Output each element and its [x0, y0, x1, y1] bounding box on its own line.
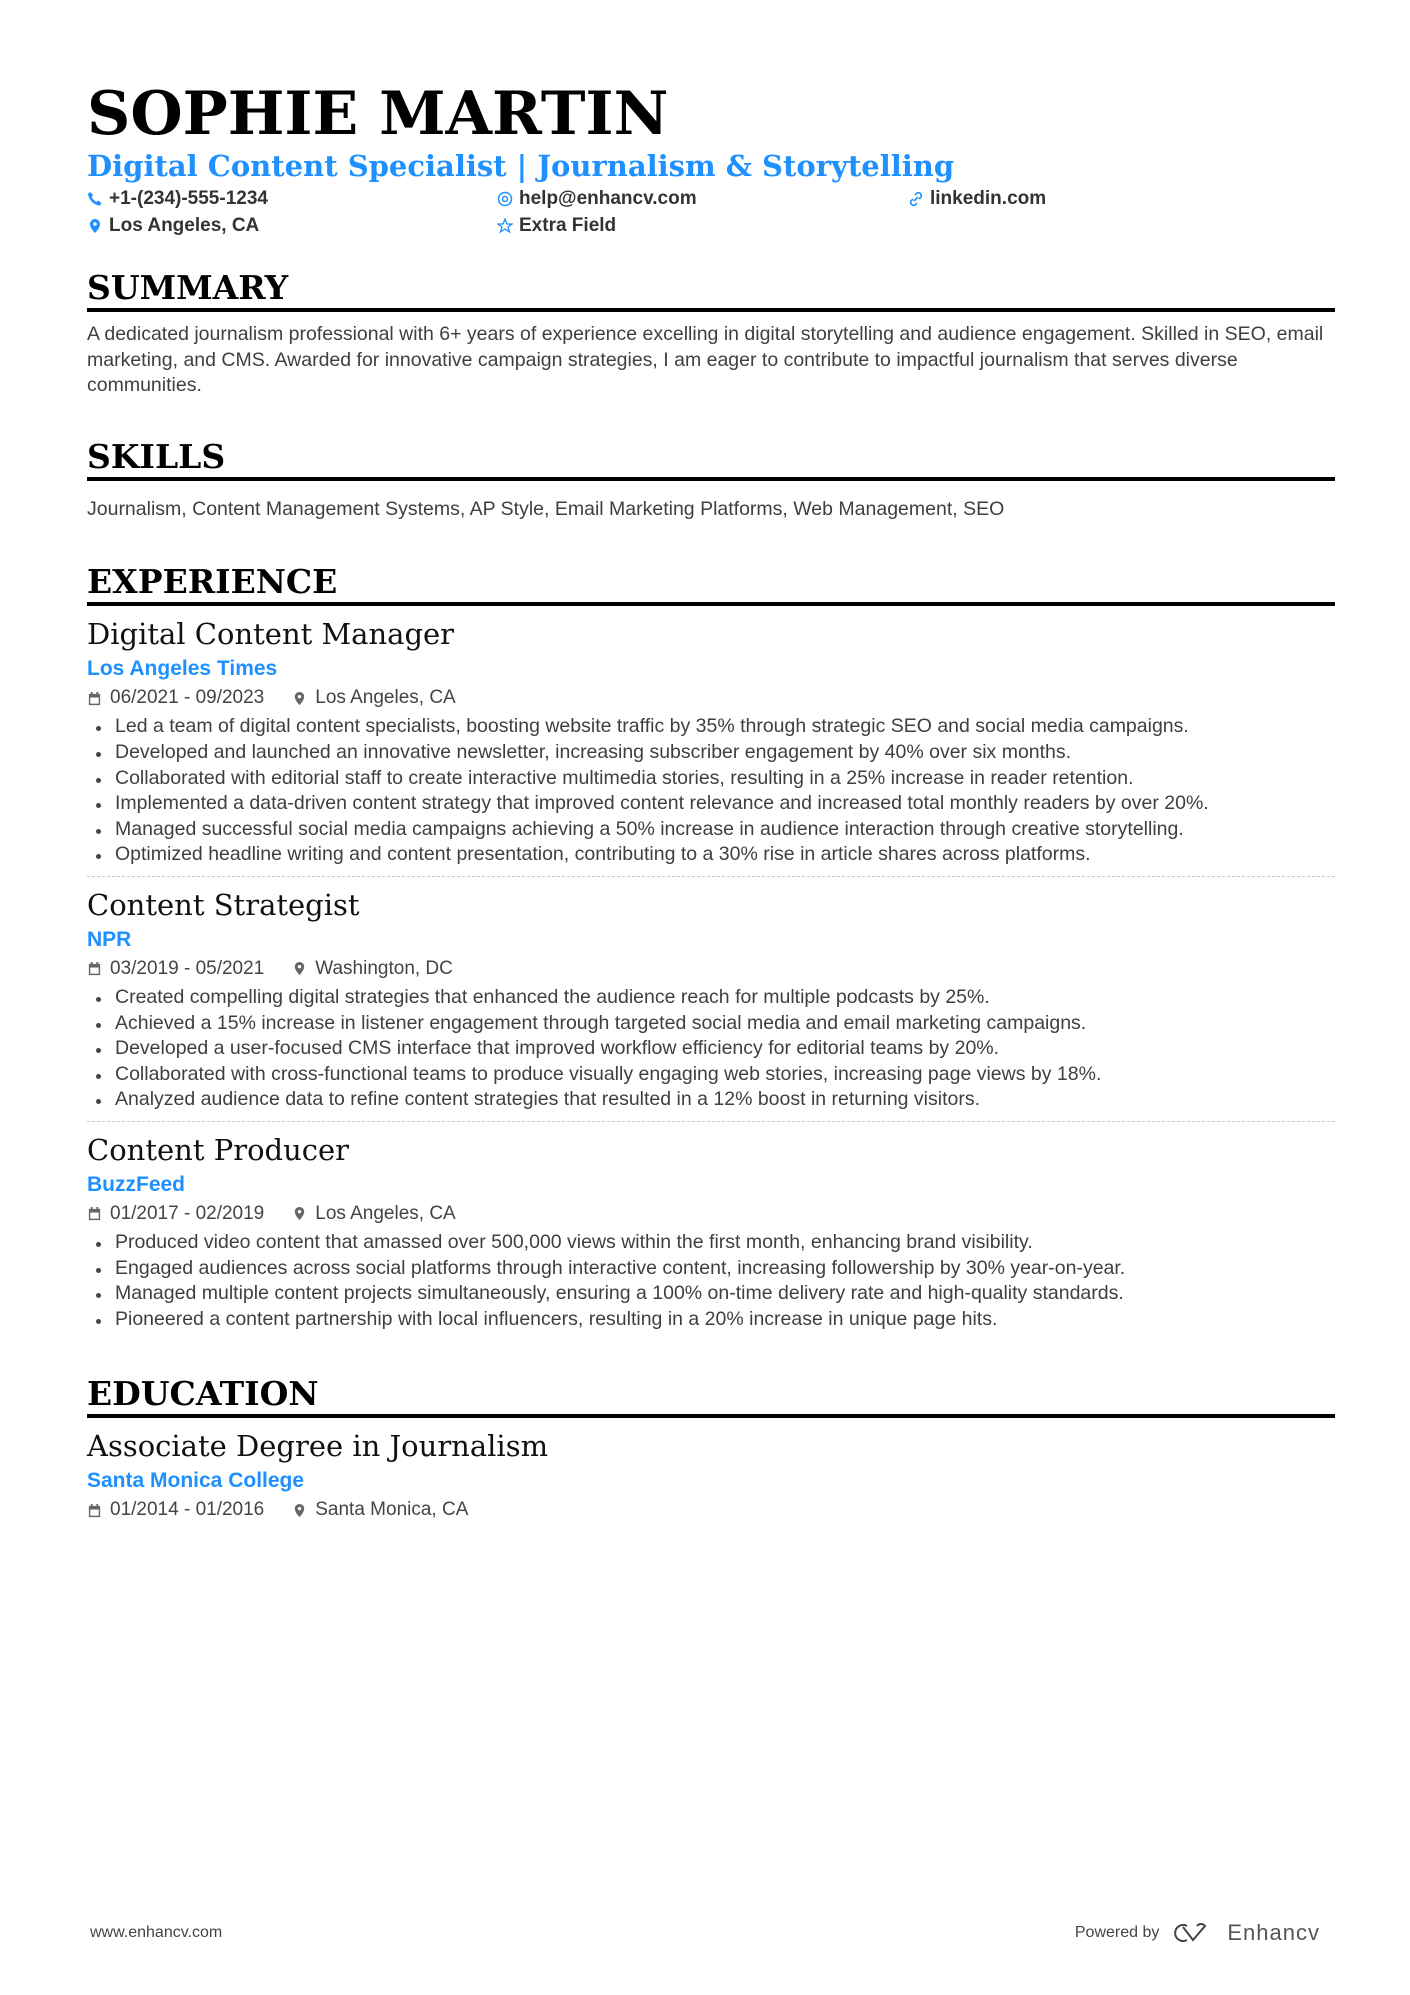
section-heading: EDUCATION: [87, 1374, 1335, 1418]
contact-info: [87, 186, 1335, 238]
bullet-item: Analyzed audience data to refine content strategies that resulted in a 12% boost in returning visitors.: [87, 1087, 1335, 1113]
bullet-item: Led a team of digital content specialists, boosting website traffic by 35% through strategic SEO and social media campaigns.: [87, 714, 1335, 740]
link-icon: [908, 191, 924, 207]
bullet-item: Managed multiple content projects simultaneously, ensuring a 100% on-time delivery rate and high-quality standards.: [87, 1281, 1335, 1307]
resume: [87, 78, 1335, 1532]
linkedin-link[interactable]: linkedin.com: [930, 188, 1047, 209]
location: Washington, DC: [315, 957, 453, 979]
bullet-item: Produced video content that amassed over 500,000 views within the first month, enhancing brand visibility.: [87, 1230, 1335, 1256]
brand-name: Enhancv: [1227, 1920, 1320, 1945]
location-icon: [292, 1503, 307, 1518]
email[interactable]: help@enhancv.com: [519, 188, 697, 209]
location: Los Angeles, CA: [315, 687, 456, 709]
location: Los Angeles, CA: [315, 1202, 456, 1224]
bullet-item: Developed a user-focused CMS interface that improved workflow efficiency for editorial teams by 20%.: [87, 1036, 1335, 1062]
phone[interactable]: +1-(234)-555-1234: [109, 188, 268, 209]
location: Santa Monica, CA: [315, 1499, 469, 1521]
location-icon: [292, 961, 307, 976]
footer: [90, 1920, 1320, 1946]
summary-section: [87, 268, 1335, 399]
company: BuzzFeed: [87, 1172, 186, 1196]
job-entry: [87, 876, 1335, 1121]
location: Los Angeles, CA: [109, 215, 260, 236]
summary-text: A dedicated journalism professional with 6+ years of experience excelling in digital storytelling and audience engagement. Skilled in SEO, email marketing, and CMS. Awarded for innovative campaign strategies, I am eager to contribute to impactful journalism that serves diverse communities.: [87, 323, 1324, 397]
bullet-item: Managed successful social media campaigns achieving a 50% increase in audience interaction through creative storytelling.: [87, 817, 1335, 843]
company: NPR: [87, 927, 132, 951]
company: Los Angeles Times: [87, 657, 278, 681]
star-icon: [497, 218, 513, 234]
dates: 01/2014 - 01/2016: [110, 1499, 265, 1521]
skills-section: [87, 437, 1335, 523]
bullet-item: Achieved a 15% increase in listener engagement through targeted social media and email marketing campaigns.: [87, 1011, 1335, 1037]
calendar-icon: [87, 691, 102, 706]
bullet-list: [87, 714, 1335, 868]
section-heading: SKILLS: [87, 437, 1335, 481]
bullet-list: [87, 985, 1335, 1113]
school: Santa Monica College: [87, 1469, 305, 1493]
bullet-item: Collaborated with cross-functional teams to produce visually engaging web stories, increasing page views by 18%.: [87, 1062, 1335, 1088]
location-icon: [292, 691, 307, 706]
job-entry: [87, 614, 1335, 876]
calendar-icon: [87, 961, 102, 976]
section-heading: SUMMARY: [87, 268, 1335, 312]
bullet-item: Developed and launched an innovative newsletter, increasing subscriber engagement by 40% over six months.: [87, 740, 1335, 766]
bullet-item: Engaged audiences across social platforms through interactive content, increasing followership by 30% year-on-year.: [87, 1256, 1335, 1282]
bullet-item: Optimized headline writing and content presentation, contributing to a 30% rise in article shares across platforms.: [87, 842, 1335, 868]
bullet-item: Implemented a data-driven content strategy that improved content relevance and increased total monthly readers by over 20%.: [87, 791, 1335, 817]
extra-field: Extra Field: [519, 215, 617, 236]
job-entry: [87, 1121, 1335, 1340]
dates: 06/2021 - 09/2023: [110, 687, 265, 709]
bullet-list: [87, 1230, 1335, 1332]
location-icon: [292, 1206, 307, 1221]
education-section: [87, 1374, 1335, 1532]
location-icon: [87, 218, 103, 234]
dates: 01/2017 - 02/2019: [110, 1202, 265, 1224]
powered-by: Powered by: [1074, 1924, 1160, 1941]
website-link[interactable]: www.enhancv.com: [90, 1924, 223, 1941]
headline: Digital Content Specialist | Journalism & Storytelling: [87, 149, 955, 183]
bullet-item: Created compelling digital strategies that enhanced the audience reach for multiple podcasts by 25%.: [87, 985, 1335, 1011]
dates: 03/2019 - 05/2021: [110, 957, 265, 979]
experience-section: [87, 562, 1335, 1340]
bullet-item: Collaborated with editorial staff to create interactive multimedia stories, resulting in a 25% increase in reader retention.: [87, 766, 1335, 792]
candidate-name: SOPHIE MARTIN: [87, 79, 669, 149]
bullet-item: Pioneered a content partnership with local influencers, resulting in a 20% increase in unique page hits.: [87, 1307, 1335, 1333]
section-heading: EXPERIENCE: [87, 562, 1335, 606]
job-title: Content Producer: [87, 1132, 350, 1167]
enhancv-logo-icon: [1169, 1921, 1217, 1945]
at-icon: [497, 191, 513, 207]
calendar-icon: [87, 1503, 102, 1518]
degree: Associate Degree in Journalism: [87, 1429, 549, 1464]
job-title: Content Strategist: [87, 887, 360, 922]
calendar-icon: [87, 1206, 102, 1221]
skills-text: Journalism, Content Management Systems, AP Style, Email Marketing Platforms, Web Management, SEO: [87, 497, 1005, 520]
phone-icon: [87, 191, 103, 207]
job-title: Digital Content Manager: [87, 617, 455, 652]
